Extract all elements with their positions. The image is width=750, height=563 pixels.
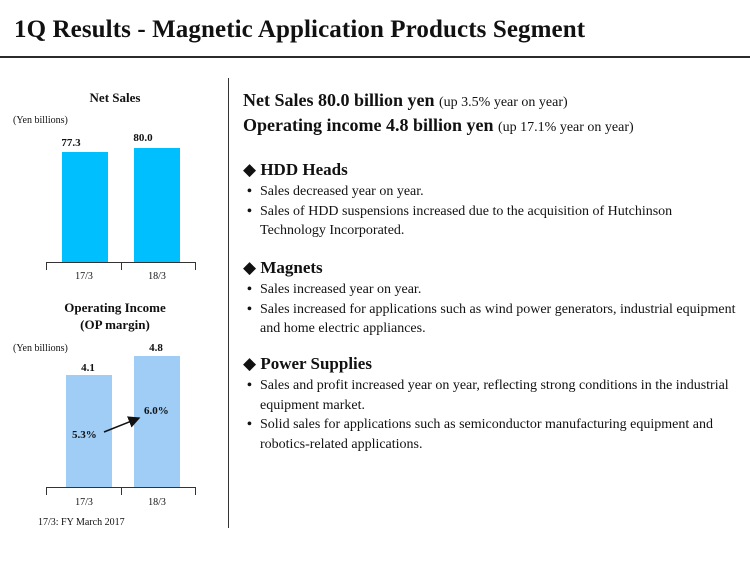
op-income-chart-title: Operating Income	[64, 300, 166, 315]
op-income-headline-main: Operating income 4.8 billion yen	[243, 115, 494, 135]
list-item: • Sales increased year on year.	[243, 280, 738, 300]
op-income-tick	[195, 487, 196, 495]
section-heading: ◆ Power Supplies	[243, 354, 372, 373]
op-income-chart-subtitle: (OP margin)	[80, 317, 150, 332]
net-sales-x-label-18-3: 18/3	[148, 271, 166, 282]
op-margin-label-18-3: 6.0%	[144, 405, 169, 417]
op-margin-label-17-3: 5.3%	[72, 429, 97, 441]
list-item: • Sales decreased year on year.	[243, 182, 738, 202]
op-income-x-label-17-3: 17/3	[75, 497, 93, 508]
net-sales-value-label-18-3: 80.0	[133, 132, 153, 144]
list-item: • Sales and profit increased year on year, reflecting strong conditions in the industrial equipment market.	[247, 378, 729, 413]
bullet-list	[243, 182, 738, 241]
bullet-list	[243, 376, 738, 454]
list-item: • Sales increased for applications such as wind power generators, industrial equipment and home electric appliances.	[247, 301, 736, 336]
bullet-list	[243, 280, 738, 339]
bullet-marker: •	[247, 203, 252, 219]
net-sales-headline-change: (up 3.5% year on year)	[439, 95, 568, 110]
list-item: • Solid sales for applications such as semiconductor manufacturing equipment and robotics-related applications.	[247, 417, 713, 452]
net-sales-value-label-17-3: 77.3	[61, 137, 81, 149]
net-sales-headline	[243, 90, 568, 111]
bullet-marker: •	[247, 301, 252, 317]
op-income-headline	[243, 115, 634, 136]
page-title: 1Q Results - Magnetic Application Products Segment	[14, 16, 586, 43]
section-heading: ◆ Magnets	[243, 258, 323, 277]
section-heading: ◆ HDD Heads	[243, 160, 348, 179]
net-sales-chart-title: Net Sales	[89, 90, 141, 105]
section-hdd-heads	[243, 160, 738, 241]
op-income-value-label-17-3: 4.1	[81, 362, 95, 374]
op-income-headline-change: (up 17.1% year on year)	[498, 120, 634, 135]
bullet-marker: •	[247, 417, 252, 432]
section-power-supplies	[243, 354, 738, 454]
op-income-tick	[121, 487, 122, 495]
op-income-tick	[46, 487, 47, 495]
section-magnets	[243, 258, 738, 339]
net-sales-x-label-17-3: 17/3	[75, 271, 93, 282]
op-income-unit: (Yen billions)	[13, 343, 68, 354]
fiscal-year-footnote: 17/3: FY March 2017	[38, 517, 125, 528]
net-sales-headline-main: Net Sales 80.0 billion yen	[243, 90, 435, 110]
list-item: • Sales of HDD suspensions increased due to the acquisition of Hutchinson Technology Incorporated.	[247, 203, 673, 238]
bullet-marker: •	[247, 184, 252, 199]
bullet-marker: •	[247, 282, 252, 297]
op-income-value-label-18-3: 4.8	[149, 342, 163, 354]
bullet-marker: •	[247, 378, 252, 393]
net-sales-unit: (Yen billions)	[13, 115, 68, 126]
op-income-x-label-18-3: 18/3	[148, 497, 166, 508]
